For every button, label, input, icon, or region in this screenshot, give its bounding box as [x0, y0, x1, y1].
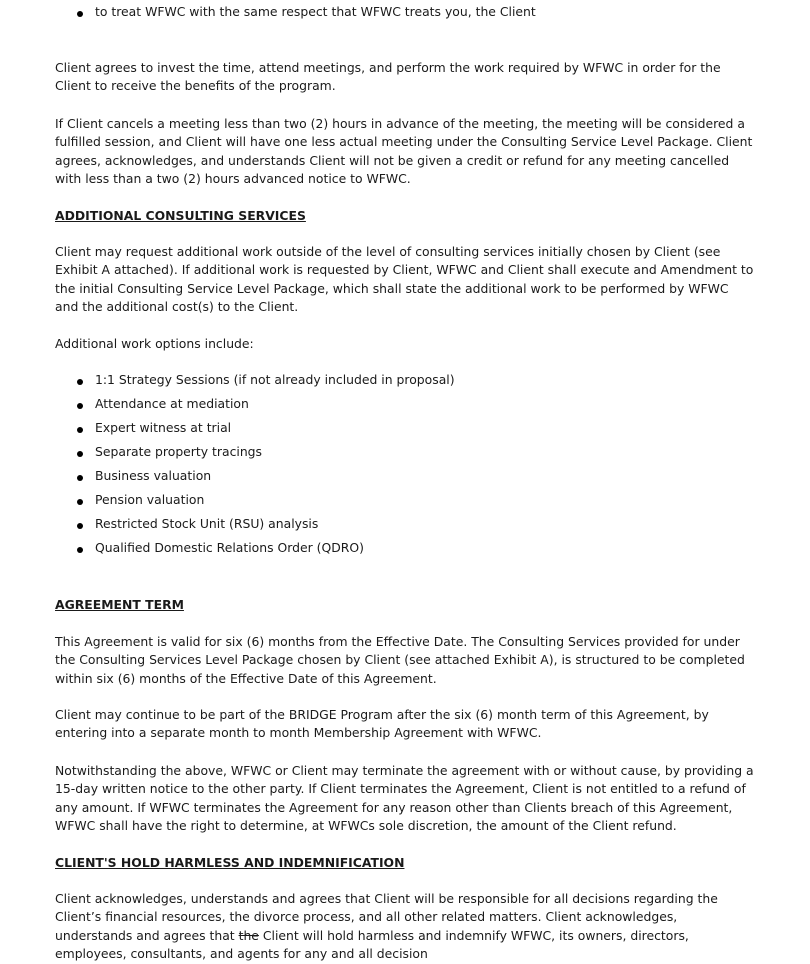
additional-options-list	[55, 368, 755, 560]
cancellation-paragraph: If Client cancels a meeting less than two (2) hours in advance of the meeting, the meeting will be considered a fulfilled session, and Client will have one less actual meeting under the Consulting Service Level Package. Client agrees, acknowledges, and understands Client will not be given a credit or refund for any meeting cancelled with less than a two (2) hours advanced notice to WFWC.	[55, 116, 753, 187]
top-bullet-list	[55, 0, 755, 24]
additional-services-heading: ADDITIONAL CONSULTING SERVICES	[55, 208, 306, 223]
option-text: 1:1 Strategy Sessions (if not already included in proposal)	[95, 372, 455, 387]
bullet-icon	[77, 475, 83, 481]
option-text: Expert witness at trial	[95, 420, 232, 435]
hold-harmless-heading: CLIENT'S HOLD HARMLESS AND INDEMNIFICATION	[55, 855, 405, 870]
hold-harmless-paragraph	[55, 890, 755, 964]
agreement-term-paragraph-2: Client may continue to be part of the BRIDGE Program after the six (6) month term of this Agreement, by entering into a separate month to month Membership Agreement with WFWC.	[55, 707, 709, 741]
additional-services-paragraph: Client may request additional work outside of the level of consulting services initially chosen by Client (see Exhibit A attached). If additional work is requested by Client, WFWC and Client shall execute and Amendment to the initial Consulting Service Level Package, which shall state the additional work to be performed by WFWC and the additional cost(s) to the Client.	[55, 244, 754, 315]
bullet-icon	[77, 523, 83, 529]
list-item	[55, 416, 755, 440]
list-item	[55, 536, 755, 560]
invest-paragraph: Client agrees to invest the time, attend meetings, and perform the work required by WFWC in order for the Client to receive the benefits of the program.	[55, 60, 721, 94]
agreement-term-paragraph-1: This Agreement is valid for six (6) months from the Effective Date. The Consulting Services provided for under the Consulting Services Level Package chosen by Client (see attached Exhibit A), is structured to be completed within six (6) months of the Effective Date of this Agreement.	[55, 634, 745, 686]
bullet-icon	[77, 379, 83, 385]
option-text: Separate property tracings	[95, 444, 263, 459]
list-item	[55, 512, 755, 536]
list-item-text: to treat WFWC with the same respect that WFWC treats you, the Client	[95, 4, 536, 19]
agreement-term-paragraph-3: Notwithstanding the above, WFWC or Client may terminate the agreement with or without cause, by providing a 15-day written notice to the other party. If Client terminates the Agreement, Client is not entitled to a refund of any amount. If WFWC terminates the Agreement for any reason other than Clients breach of this Agreement, WFWC shall have the right to determine, at WFWCs sole discretion, the amount of the Client refund.	[55, 763, 754, 834]
list-item	[55, 488, 755, 512]
options-intro: Additional work options include:	[55, 336, 254, 351]
option-text: Pension valuation	[95, 492, 205, 507]
agreement-term-heading: AGREEMENT TERM	[55, 597, 184, 612]
bullet-icon	[77, 499, 83, 505]
bullet-icon	[77, 427, 83, 433]
bullet-icon	[77, 451, 83, 457]
list-item	[55, 0, 755, 24]
option-text: Business valuation	[95, 468, 212, 483]
struck-word: the	[238, 927, 259, 943]
list-item	[55, 440, 755, 464]
list-item	[55, 392, 755, 416]
bullet-icon	[77, 403, 83, 409]
option-text: Qualified Domestic Relations Order (QDRO)	[95, 540, 364, 555]
option-text: Attendance at mediation	[95, 396, 249, 411]
hold-harmless-text-end: Client will hold harmless and indemnify WFWC, its owners, directors, employees, consultants, and agents for any and all decision	[55, 927, 689, 962]
list-item	[55, 368, 755, 392]
hold-harmless-text-start: Client acknowledges, understands and agrees that Client will be responsible for all decisions regarding the Client’s financial resources, the divorce process, and all other related matters. Client acknowledges, understands and agrees that	[55, 891, 718, 943]
option-text: Restricted Stock Unit (RSU) analysis	[95, 516, 319, 531]
bullet-icon	[77, 11, 83, 17]
bullet-icon	[77, 547, 83, 553]
list-item	[55, 464, 755, 488]
